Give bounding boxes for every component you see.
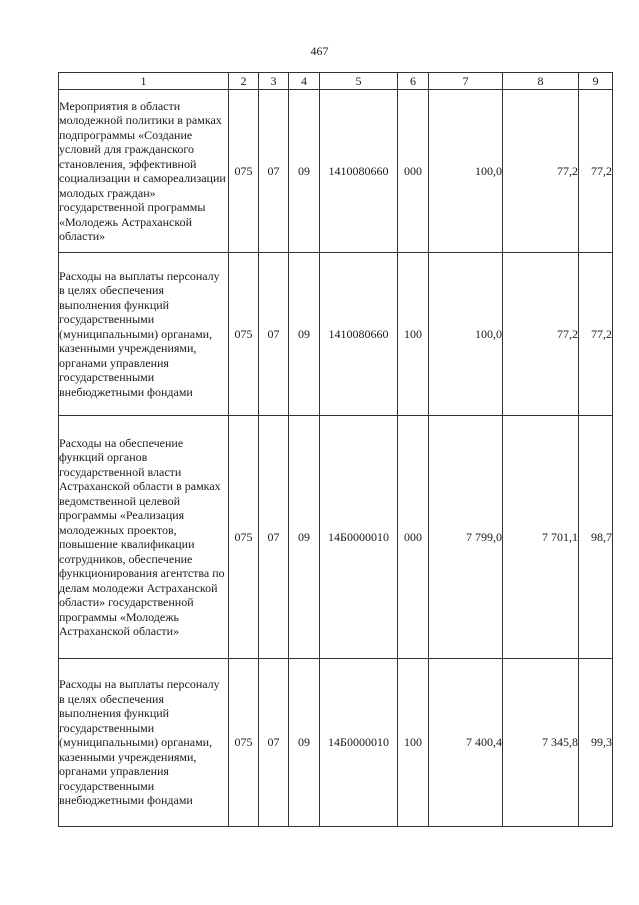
cell-executed: 77,2 bbox=[503, 90, 579, 253]
cell-percent: 77,2 bbox=[579, 253, 613, 416]
cell-ministry-code: 075 bbox=[229, 253, 259, 416]
cell-target-article: 1410080660 bbox=[320, 253, 398, 416]
budget-table bbox=[58, 72, 613, 827]
header-cell: 6 bbox=[398, 73, 429, 90]
cell-subsection-code: 09 bbox=[289, 416, 320, 659]
cell-target-article: 14Б0000010 bbox=[320, 659, 398, 827]
table-row bbox=[59, 90, 613, 253]
row-description: Расходы на выплаты персоналу в целях обеспечения выполнения функций государственными (муниципальными) органами, казенными учреждениями, органами управления государственными внебюджетными фондами bbox=[59, 253, 229, 416]
cell-section-code: 07 bbox=[259, 90, 289, 253]
cell-percent: 99,3 bbox=[579, 659, 613, 827]
cell-expense-type: 000 bbox=[398, 90, 429, 253]
cell-ministry-code: 075 bbox=[229, 416, 259, 659]
cell-percent: 77,2 bbox=[579, 90, 613, 253]
row-description: Расходы на обеспечение функций органов государственной власти Астраханской области в рамках ведомственной целевой программы «Реализация молодежных проектов, повышение квалификации сотрудников, обеспечение функционирования агентства по делам молодежи Астраханской области» государственной программы «Молодежь Астраханской области» bbox=[59, 416, 229, 659]
header-cell: 5 bbox=[320, 73, 398, 90]
cell-subsection-code: 09 bbox=[289, 659, 320, 827]
cell-percent: 98,7 bbox=[579, 416, 613, 659]
row-description: Расходы на выплаты персоналу в целях обеспечения выполнения функций государственными (муниципальными) органами, казенными учреждениями, органами управления государственными внебюджетными фондами bbox=[59, 659, 229, 827]
cell-ministry-code: 075 bbox=[229, 90, 259, 253]
table-header-row bbox=[59, 73, 613, 90]
cell-section-code: 07 bbox=[259, 253, 289, 416]
cell-planned: 7 400,4 bbox=[429, 659, 503, 827]
header-cell: 9 bbox=[579, 73, 613, 90]
table-row bbox=[59, 253, 613, 416]
cell-section-code: 07 bbox=[259, 416, 289, 659]
table-row bbox=[59, 659, 613, 827]
row-description: Мероприятия в области молодежной политики в рамках подпрограммы «Создание условий для гражданского становления, эффективной социализации и самореализации молодых граждан» государственной программы «Молодежь Астраханской области» bbox=[59, 90, 229, 253]
header-cell: 2 bbox=[229, 73, 259, 90]
cell-executed: 7 345,8 bbox=[503, 659, 579, 827]
cell-expense-type: 100 bbox=[398, 659, 429, 827]
cell-planned: 100,0 bbox=[429, 90, 503, 253]
cell-target-article: 1410080660 bbox=[320, 90, 398, 253]
page-number: 467 bbox=[310, 44, 329, 58]
cell-planned: 7 799,0 bbox=[429, 416, 503, 659]
header-cell: 1 bbox=[59, 73, 229, 90]
cell-executed: 77,2 bbox=[503, 253, 579, 416]
cell-subsection-code: 09 bbox=[289, 253, 320, 416]
header-cell: 8 bbox=[503, 73, 579, 90]
cell-ministry-code: 075 bbox=[229, 659, 259, 827]
header-cell: 4 bbox=[289, 73, 320, 90]
header-cell: 3 bbox=[259, 73, 289, 90]
cell-section-code: 07 bbox=[259, 659, 289, 827]
cell-expense-type: 000 bbox=[398, 416, 429, 659]
cell-expense-type: 100 bbox=[398, 253, 429, 416]
header-cell: 7 bbox=[429, 73, 503, 90]
cell-executed: 7 701,1 bbox=[503, 416, 579, 659]
table-row bbox=[59, 416, 613, 659]
cell-subsection-code: 09 bbox=[289, 90, 320, 253]
cell-target-article: 14Б0000010 bbox=[320, 416, 398, 659]
cell-planned: 100,0 bbox=[429, 253, 503, 416]
